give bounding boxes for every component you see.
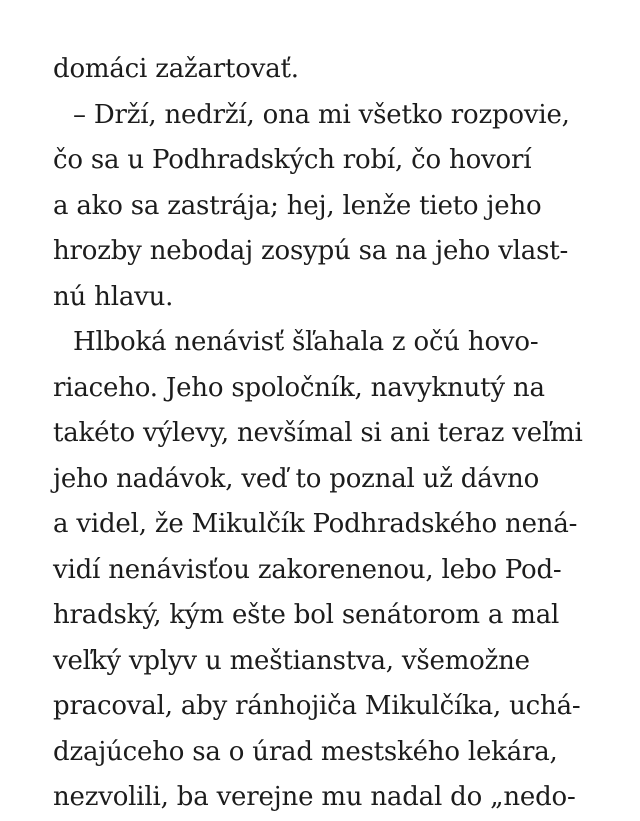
text-line: čo sa u Podhradských robí, čo hovorí <box>53 145 532 175</box>
text-line: dzajúceho sa o úrad mestského lekára, <box>53 736 558 767</box>
text-line: riaceho. Jeho spoločník, navyknutý na <box>53 372 545 403</box>
text-line: hradský, kým ešte bol senátorom a mal <box>53 600 560 630</box>
text-line: a videl, že Mikulčík Podhradského nená- <box>53 509 578 539</box>
text-line: nú hlavu. <box>53 281 174 312</box>
text-line: takéto výlevy, nevšímal si ani teraz veľmi <box>53 418 583 448</box>
text-line: hrozby nebodaj zosypú sa na jeho vlast- <box>53 236 569 266</box>
text-line: pracoval, aby ránhojiča Mikulčíka, uchá- <box>53 691 581 721</box>
text-line: jeho nadávok, veď to poznal už dávno <box>53 463 540 494</box>
text-line: nezvolili, ba verejne mu nadal do „nedo- <box>53 782 576 812</box>
body-text <box>53 47 613 821</box>
text-line: a ako sa zastrája; hej, lenže tieto jeho <box>53 190 542 221</box>
text-line: veľký vplyv u meštianstva, všemožne <box>53 645 530 676</box>
text-line: domáci zažartovať. <box>53 54 299 84</box>
text-line: Hlboká nenávisť šľahala z očú hovo- <box>73 327 539 357</box>
text-line: vidí nenávisťou zakorenenou, lebo Pod- <box>53 554 562 585</box>
text-line: – Drží, nedrží, ona mi všetko rozpovie, <box>73 99 570 130</box>
